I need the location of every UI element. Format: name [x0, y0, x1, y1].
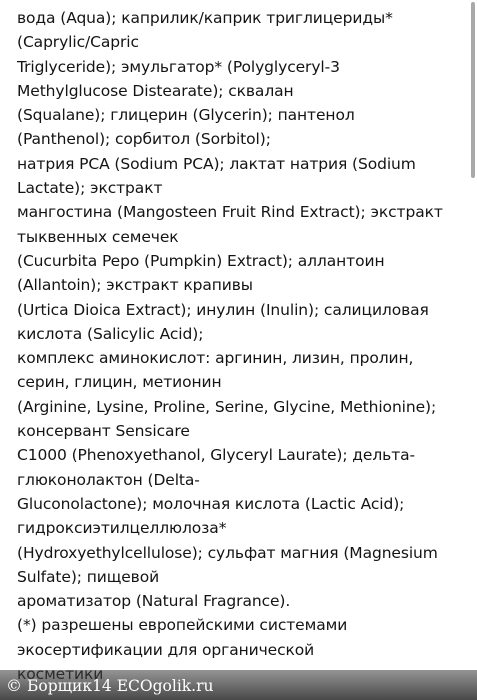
- text-line: мангостина (Mangosteen Fruit Rind Extract); экстракт: [17, 203, 443, 222]
- text-line: ароматизатор (Natural Fragrance).: [17, 592, 291, 611]
- text-line: (Urtica Dioica Extract); инулин (Inulin); салициловая: [17, 300, 429, 319]
- text-line: (Allantoin); экстракт крапивы: [17, 276, 253, 295]
- text-line: экосертификации для органической: [17, 640, 315, 659]
- text-line: серин, глицин, метионин: [17, 373, 222, 392]
- text-line: (Cucurbita Pepo (Pumpkin) Extract); аллантоин: [17, 251, 385, 270]
- text-line: гидроксиэтилцеллюлоза*: [17, 519, 227, 538]
- watermark: [6, 676, 213, 695]
- text-line: (Caprylic/Capric: [17, 33, 139, 52]
- text-line: комплекс аминокислот: аргинин, лизин, пролин,: [17, 349, 414, 368]
- text-line: (Hydroxyethylcellulose); сульфат магния (Magnesium: [17, 543, 438, 562]
- text-line: натрия PCA (Sodium PCA); лактат натрия (Sodium: [17, 154, 416, 173]
- text-line: C1000 (Phenoxyethanol, Glyceryl Laurate); дельта-: [17, 446, 416, 465]
- text-line: (Panthenol); сорбитол (Sorbitol);: [17, 130, 271, 149]
- text-line: Gluconolactone); молочная кислота (Lactic Acid);: [17, 494, 405, 513]
- text-line: кислота (Salicylic Acid);: [17, 324, 204, 343]
- scrollbar-thumb[interactable]: [471, 2, 475, 178]
- watermark-label: Борщик14 ECOgolik.ru: [27, 677, 214, 695]
- copyright-icon: ©: [6, 676, 22, 695]
- text-line: (Arginine, Lysine, Proline, Serine, Glycine, Methionine);: [17, 397, 437, 416]
- text-line: глюконолактон (Delta-: [17, 470, 200, 489]
- text-line: Triglyceride); эмульгатор* (Polyglyceryl-3: [17, 57, 340, 76]
- ingredients-text: [17, 6, 465, 686]
- text-line: вода (Aqua); каприлик/каприк триглицериды*: [17, 9, 393, 27]
- text-line: тыквенных семечек: [17, 227, 179, 246]
- text-line: Lactate); экстракт: [17, 179, 163, 198]
- text-line: Sulfate); пищевой: [17, 567, 160, 586]
- text-line: Methylglucose Distearate); сквалан: [17, 81, 294, 100]
- text-line: (*) разрешены европейскими системами: [17, 616, 348, 635]
- text-line: (Squalane); глицерин (Glycerin); пантенол: [17, 106, 355, 125]
- watermark-bar: [0, 670, 477, 700]
- text-line: консервант Sensicare: [17, 422, 190, 441]
